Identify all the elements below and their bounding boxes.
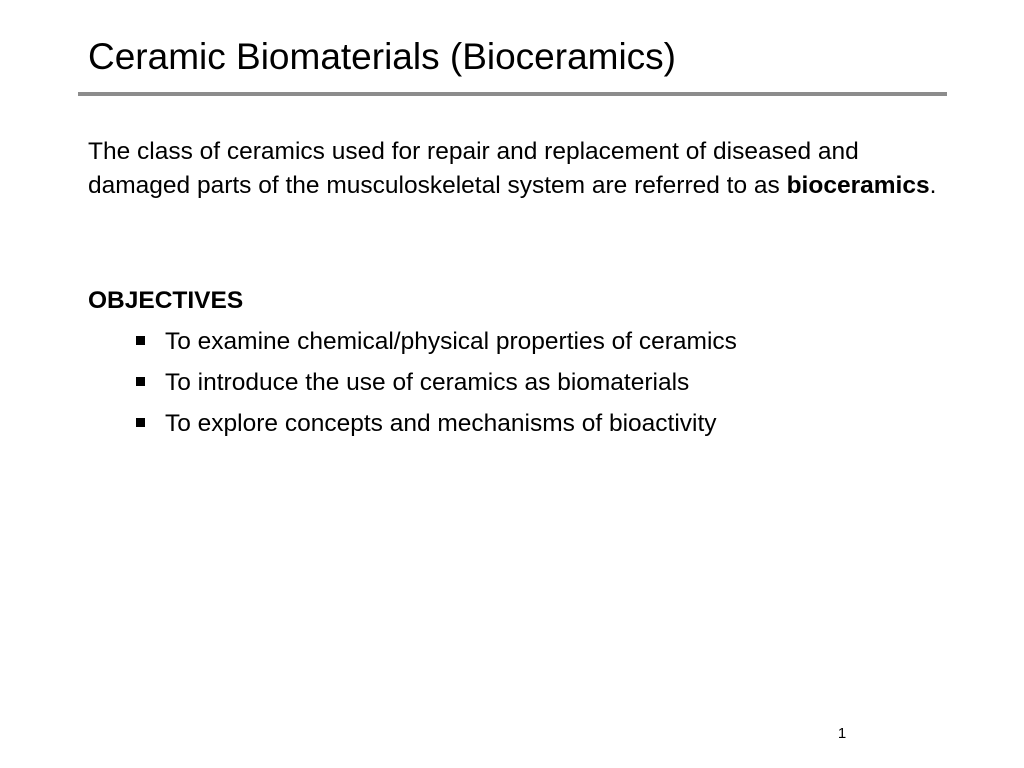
- objectives-list: [134, 325, 737, 448]
- objective-item: [134, 366, 737, 407]
- square-bullet-icon: [136, 377, 145, 386]
- objectives-heading: OBJECTIVES: [88, 287, 244, 314]
- intro-text-end: .: [929, 172, 937, 199]
- page-number: 1: [837, 725, 847, 742]
- square-bullet-icon: [136, 336, 145, 345]
- objective-item: [134, 325, 737, 366]
- objective-item-label: To explore concepts and mechanisms of bioactivity: [165, 410, 717, 437]
- objective-item-label: To examine chemical/physical properties of ceramics: [165, 328, 737, 355]
- objective-item-label: To introduce the use of ceramics as biomaterials: [165, 369, 690, 396]
- intro-text: The class of ceramics used for repair and replacement of diseased and damaged parts of the musculoskeletal system are referred to as: [88, 138, 859, 199]
- objective-item: [134, 407, 737, 448]
- title-divider: [78, 92, 947, 96]
- intro-bold-term: bioceramics: [786, 172, 930, 199]
- square-bullet-icon: [136, 418, 145, 427]
- intro-paragraph: [88, 135, 948, 203]
- slide-title: Ceramic Biomaterials (Bioceramics): [88, 36, 677, 77]
